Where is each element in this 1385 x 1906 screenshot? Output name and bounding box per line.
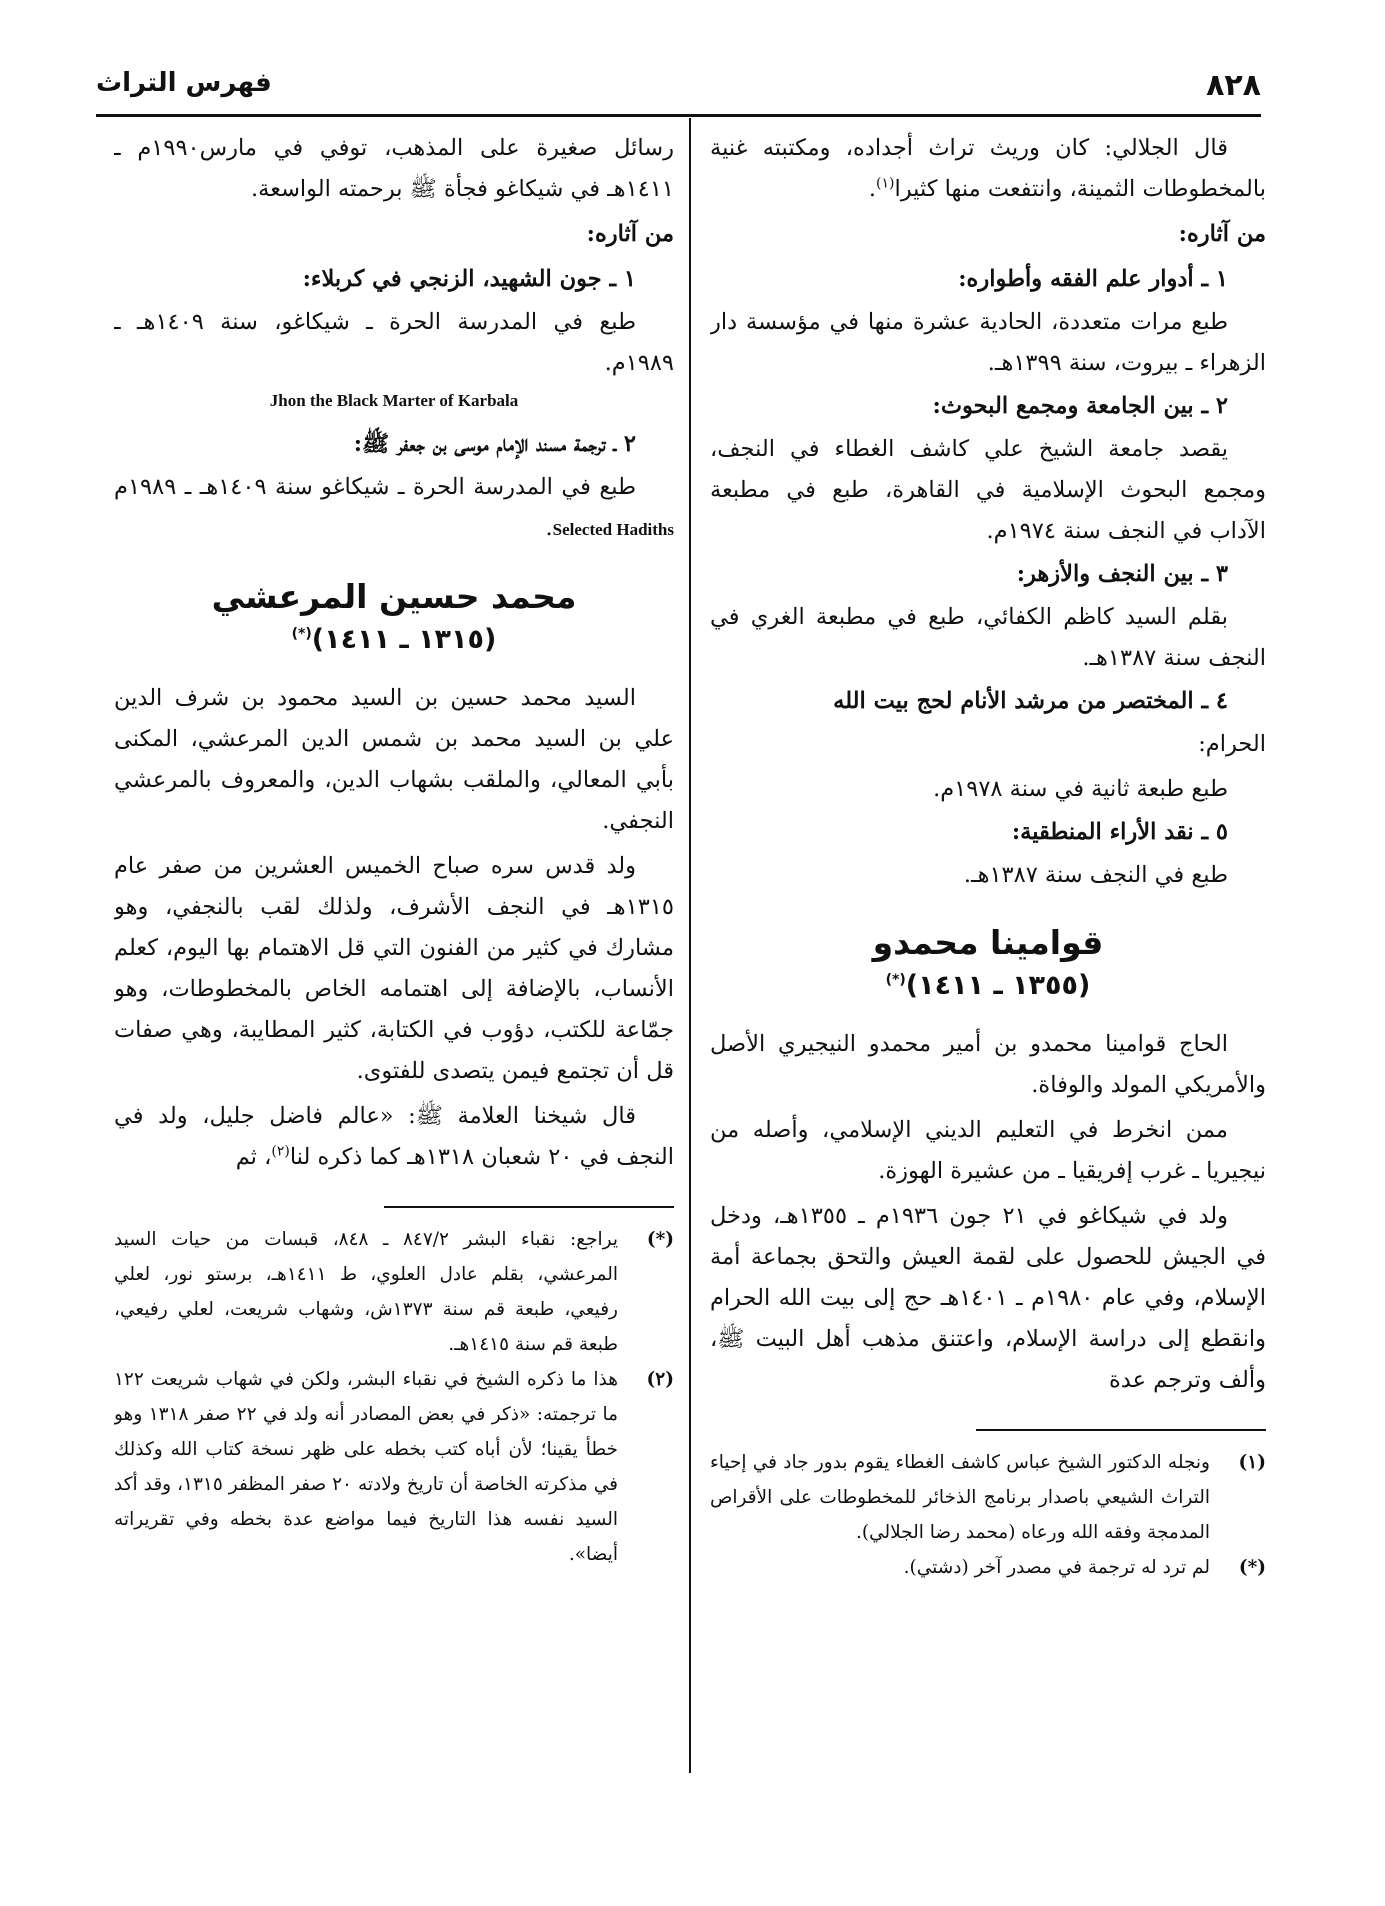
paragraph: قال الجلالي: كان وريث تراث أجداده، ومكتبته غنية بالمخطوطات الثمينة، وانتفعت منها كثيرا$^{(١)}$. xyxy=(710,135,1266,202)
work-title: ٢ ـ بين الجامعة ومجمع البحوث: xyxy=(932,393,1228,419)
work-title: ٢ ـ ترجمة مسند الإمام موسى بن جعفر ﷺ: xyxy=(353,431,636,457)
footnote-text: لم ترد له ترجمة في مصدر آخر (دشتي). xyxy=(903,1557,1210,1578)
footnote-mark: (*) xyxy=(646,1229,674,1250)
footnote-ref[interactable]: (٢) xyxy=(271,1143,290,1160)
footnote-text: هذا ما ذكره الشيخ في نقباء البشر، ولكن في شهاب شريعت ١٢٢ ما ترجمته: «ذكر في بعض المصادر أنه ولد في ٢٢ صفر ١٣١٨ وهو خطأ يقينا؛ لأن أباه كتب بخطه على ظهر نسخة كتاب الله وكذلك في مذكرته الخاصة أن تاريخ ولادته ٢٠ صفر المظفر ١٣١٥، وقد أكد السيد نفسه هذا التاريخ فيما مواضع عدة بخطه وفي تقريراته أيضا». xyxy=(114,1369,618,1565)
paragraph: الحاج قوامينا محمدو بن أمير محمدو النيجيري الأصل والأمريكي المولد والوفاة. xyxy=(710,1031,1266,1098)
footnote-mark: (١) xyxy=(1238,1452,1266,1473)
right-column xyxy=(710,128,1266,1768)
paragraph: قال شيخنا العلامة ﷺ: «عالم فاضل جليل، ولد في النجف في ٢٠ شعبان ١٣١٨هـ كما ذكره لنا$^{(٢)}$، ثم xyxy=(114,1103,674,1170)
footnote-ref[interactable]: (*) xyxy=(885,972,906,988)
english-title: Jhon the Black Marter of Karbala xyxy=(269,391,519,410)
footnote-text: يراجع: نقباء البشر ٨٤٧/٢ ـ ٨٤٨، قبسات من حيات السيد المرعشي، بقلم عادل العلوي، ط ١٤١١هـ، برستو نور، لعلي رفيعي، طبعة قم سنة ١٣٧٣ش، وشهاب شريعت، لعلي رفيعي، طبعة قم سنة ١٤١٥هـ. xyxy=(114,1229,618,1355)
work-description: طبع في المدرسة الحرة ـ شيكاغو، سنة ١٤٠٩هـ ـ ١٩٨٩م. xyxy=(114,309,674,376)
page-header xyxy=(96,68,1261,114)
work-title: ١ ـ جون الشهيد، الزنجي في كربلاء: xyxy=(302,266,636,292)
work-description: طبع في المدرسة الحرة ـ شيكاغو سنة ١٤٠٩هـ ـ ١٩٨٩م Selected Hadiths. xyxy=(114,474,674,541)
paragraph: السيد محمد حسين بن السيد محمود بن شرف الدين علي بن السيد محمد بن شمس الدين المرعشي، المكنى بأبي المعالي، والملقب بشهاب الدين، والمعروف بالمرعشي النجفي. xyxy=(114,685,674,834)
work-description: بقلم السيد كاظم الكفائي، طبع في مطبعة الغري في النجف سنة ١٣٨٧هـ. xyxy=(710,604,1266,671)
footnote xyxy=(710,1550,1266,1585)
paragraph: ممن انخرط في التعليم الديني الإسلامي، وأصله من نيجيريا ـ غرب إفريقيا ـ من عشيرة الهوزة. xyxy=(710,1117,1266,1184)
page-number: ٨٢٨ xyxy=(1206,68,1261,103)
footnote-rule xyxy=(384,1206,674,1208)
work-title: ٤ ـ المختصر من مرشد الأنام لحج بيت الله xyxy=(833,688,1228,714)
footnote-mark: (*) xyxy=(1238,1557,1266,1578)
footnote xyxy=(114,1222,674,1362)
biography-dates: (١٣٥٥ ـ ١٤١١)(*) xyxy=(885,970,1091,1001)
biography-dates: (١٣١٥ ـ ١٤١١)(*) xyxy=(291,624,497,655)
paragraph: ولد في شيكاغو في ٢١ جون ١٩٣٦م ـ ١٣٥٥هـ، ودخل في الجيش للحصول على لقمة العيش والتحق بجماعة أمة الإسلام، وفي عام ١٩٨٠م ـ ١٤٠١هـ حج إلى بيت الله الحرام وانقطع إلى دراسة الإسلام، واعتنق مذهب أهل البيت ﷺ، وألف وترجم عدة xyxy=(710,1203,1266,1393)
footnote-ref[interactable]: (*) xyxy=(291,626,312,642)
paragraph: ولد قدس سره صباح الخميس العشرين من صفر عام ١٣١٥هـ في النجف الأشرف، ولذلك لقب بالنجفي، وهو مشارك في كثير من الفنون التي قل الاهتمام بها اليوم، كعلم الأنساب، بالإضافة إلى اهتمامه الخاص بالمخطوطات، وهو جمّاعة للكتب، دؤوب في الكتابة، كثير المطايبة، وهي صفات قل أن تجتمع فيمن يتصدى للفتوى. xyxy=(114,853,674,1084)
work-description: طبع طبعة ثانية في سنة ١٩٧٨م. xyxy=(933,776,1228,802)
work-title: ٥ ـ نقد الأراء المنطقية: xyxy=(1011,819,1228,845)
footnote xyxy=(114,1362,674,1572)
work-description: طبع مرات متعددة، الحادية عشرة منها في مؤسسة دار الزهراء ـ بيروت، سنة ١٣٩٩هـ. xyxy=(710,309,1266,376)
work-description: طبع في النجف سنة ١٣٨٧هـ. xyxy=(963,862,1228,888)
biography-title: محمد حسين المرعشي xyxy=(211,577,577,616)
header-rule xyxy=(96,114,1261,117)
works-heading: من آثاره: xyxy=(586,221,674,247)
biography-title: قوامينا محمدو xyxy=(872,923,1104,962)
running-title: فهرس التراث xyxy=(96,68,272,98)
left-column xyxy=(114,128,674,1768)
work-description: يقصد جامعة الشيخ علي كاشف الغطاء في النجف، ومجمع البحوث الإسلامية في القاهرة، طبع في مطبعة الآداب في النجف سنة ١٩٧٤م. xyxy=(710,436,1266,544)
work-title: ١ ـ أدوار علم الفقه وأطواره: xyxy=(958,266,1228,292)
work-title: ٣ ـ بين النجف والأزهر: xyxy=(1016,561,1228,587)
paragraph: رسائل صغيرة على المذهب، توفي في مارس١٩٩٠م ـ ١٤١١هـ في شيكاغو فجأة ﷺ برحمته الواسعة. xyxy=(114,135,674,202)
footnote-mark: (٢) xyxy=(646,1369,674,1390)
work-title-continuation: الحرام: xyxy=(1198,731,1266,757)
footnote-rule xyxy=(976,1429,1266,1431)
footnote-ref[interactable]: (١) xyxy=(876,175,895,192)
footnote-text: ونجله الدكتور الشيخ عباس كاشف الغطاء يقوم بدور جاد في إحياء التراث الشيعي باصدار برنامج الذخائر للمخطوطات على الأقراص المدمجة وفقه الله ورعاه (محمد رضا الجلالي). xyxy=(710,1452,1210,1543)
column-divider xyxy=(689,118,691,1773)
footnote xyxy=(710,1445,1266,1550)
works-heading: من آثاره: xyxy=(1178,221,1266,247)
english-title: Selected Hadiths xyxy=(552,520,674,539)
